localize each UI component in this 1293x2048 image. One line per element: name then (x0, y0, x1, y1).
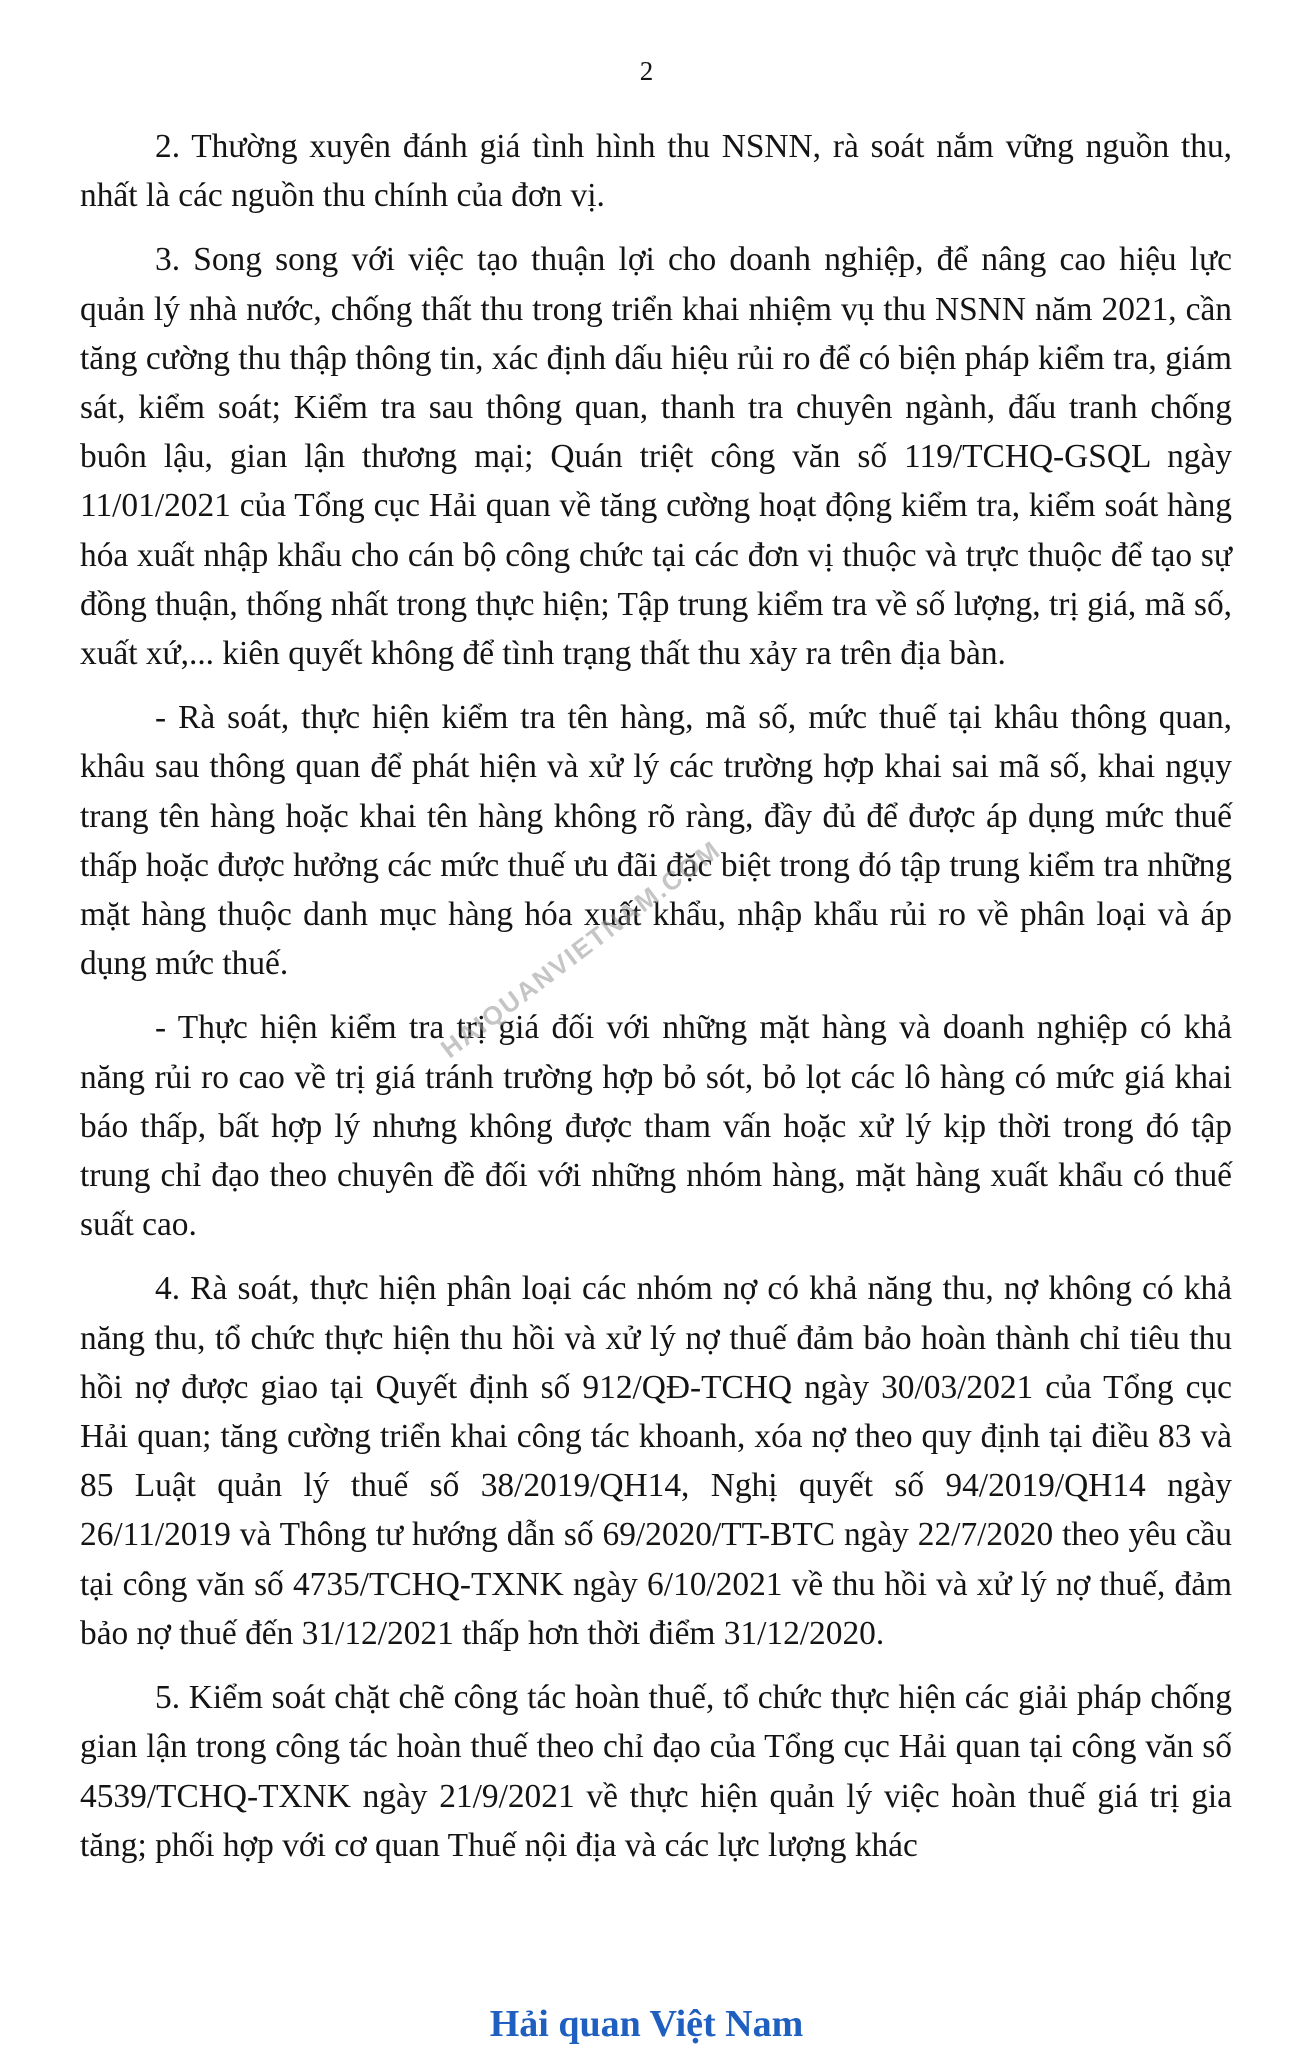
paragraph-3-bullet-1: - Rà soát, thực hiện kiểm tra tên hàng, mã số, mức thuế tại khâu thông quan, khâu sau thông quan để phát hiện và xử lý các trường hợp khai sai mã số, khai ngụy trang tên hàng hoặc khai tên hàng không rõ ràng, đầy đủ để được áp dụng mức thuế thấp hoặc được hưởng các mức thuế ưu đãi đặc biệt trong đó tập trung kiểm tra những mặt hàng thuộc danh mục hàng hóa xuất khẩu, nhập khẩu rủi ro về phân loại và áp dụng mức thuế. (80, 699, 1232, 983)
page-number: 2 (639, 56, 654, 86)
paragraph-4: 4. Rà soát, thực hiện phân loại các nhóm nợ có khả năng thu, nợ không có khả năng thu, tổ chức thực hiện thu hồi và xử lý nợ thuế đảm bảo hoàn thành chỉ tiêu thu hồi nợ được giao tại Quyết định số 912/QĐ-TCHQ ngày 30/03/2021 của Tổng cục Hải quan; tăng cường triển khai công tác khoanh, xóa nợ theo quy định tại điều 83 và 85 Luật quản lý thuế số 38/2019/QH14, Nghị quyết số 94/2019/QH14 ngày 26/11/2019 và Thông tư hướng dẫn số 69/2020/TT-BTC ngày 22/7/2020 theo yêu cầu tại công văn số 4735/TCHQ-TXNK ngày 6/10/2021 về thu hồi và xử lý nợ thuế, đảm bảo nợ thuế đến 31/12/2021 thấp hơn thời điểm 31/12/2020. (80, 1270, 1232, 1652)
paragraph-3: 3. Song song với việc tạo thuận lợi cho doanh nghiệp, để nâng cao hiệu lực quản lý nhà nước, chống thất thu trong triển khai nhiệm vụ thu NSNN năm 2021, cần tăng cường thu thập thông tin, xác định dấu hiệu rủi ro để có biện pháp kiểm tra, giám sát, kiểm soát; Kiểm tra sau thông quan, thanh tra chuyên ngành, đấu tranh chống buôn lậu, gian lận thương mại; Quán triệt công văn số 119/TCHQ-GSQL ngày 11/01/2021 của Tổng cục Hải quan về tăng cường hoạt động kiểm tra, kiểm soát hàng hóa xuất nhập khẩu cho cán bộ công chức tại các đơn vị thuộc và trực thuộc để tạo sự đồng thuận, thống nhất trong thực hiện; Tập trung kiểm tra về số lượng, trị giá, mã số, xuất xứ,... kiên quyết không để tình trạng thất thu xảy ra trên địa bàn. (80, 241, 1232, 673)
paragraph-5: 5. Kiểm soát chặt chẽ công tác hoàn thuế, tổ chức thực hiện các giải pháp chống gian lận trong công tác hoàn thuế theo chỉ đạo của Tổng cục Hải quan tại công văn số 4539/TCHQ-TXNK ngày 21/9/2021 về thực hiện quản lý việc hoàn thuế giá trị gia tăng; phối hợp với cơ quan Thuế nội địa và các lực lượng khác (80, 1679, 1232, 1864)
document-body (80, 122, 1232, 1885)
watermark: HAIQUANVIETNAM.COM (435, 834, 727, 1064)
paragraph-3-bullet-2: - Thực hiện kiểm tra trị giá đối với những mặt hàng và doanh nghiệp có khả năng rủi ro cao về trị giá tránh trường hợp bỏ sót, bỏ lọt các lô hàng có mức giá khai báo thấp, bất hợp lý nhưng không được tham vấn hoặc xử lý kịp thời trong đó tập trung chỉ đạo theo chuyên đề đối với những nhóm hàng, mặt hàng xuất khẩu có thuế suất cao. (80, 1009, 1232, 1244)
paragraph-2: 2. Thường xuyên đánh giá tình hình thu NSNN, rà soát nắm vững nguồn thu, nhất là các nguồn thu chính của đơn vị. (80, 128, 1232, 215)
footer-brand: Hải quan Việt Nam (489, 2003, 804, 2045)
